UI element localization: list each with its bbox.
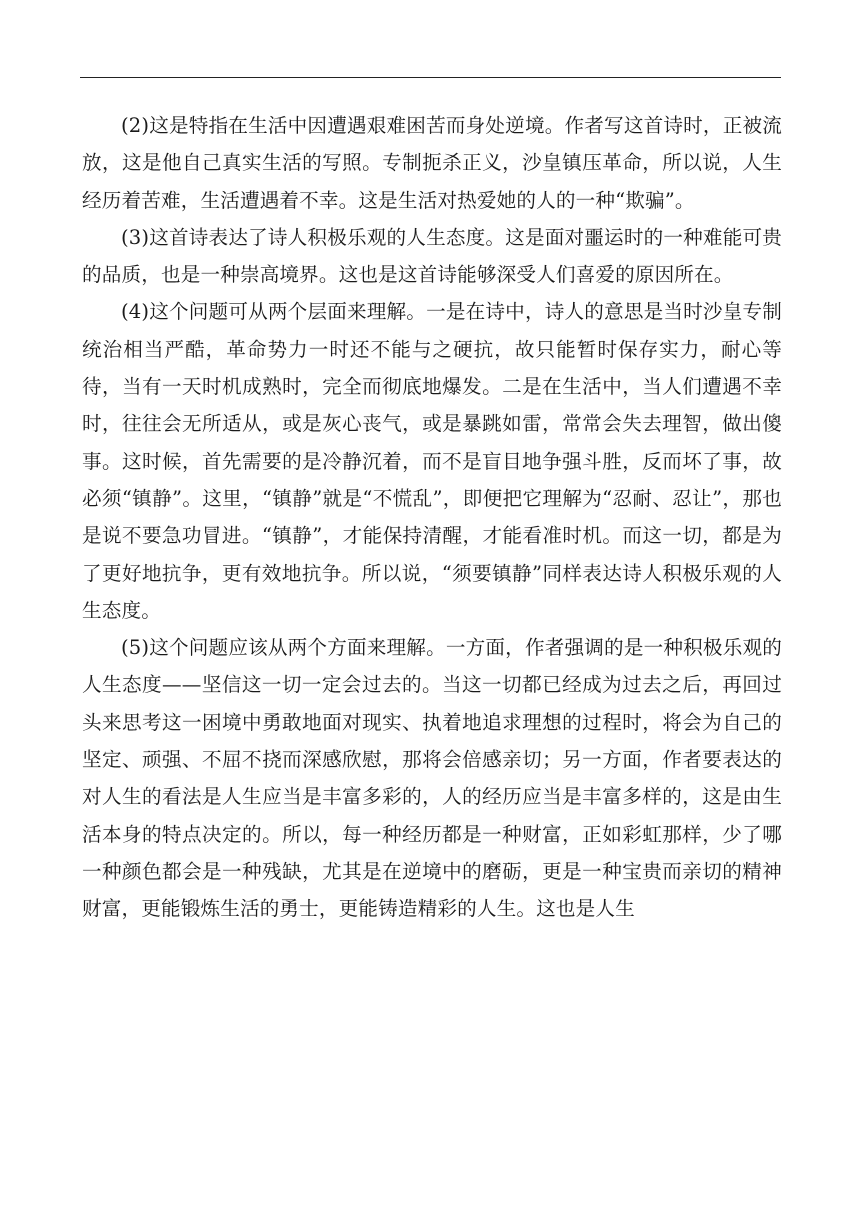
answer-paragraph-4: (4)这个问题可从两个层面来理解。一是在诗中，诗人的意思是当时沙皇专制统治相当严酷，革命势力一时还不能与之硬抗，故只能暂时保存实力，耐心等待，当有一天时机成熟时，完全而彻底地爆发。二是在生活中，当人们遭遇不幸时，往往会无所适从，或是灰心丧气，或是暴跳如雷，常常会失去理智，做出傻事。这时候，首先需要的是冷静沉着，而不是盲目地争强斗胜，反而坏了事，故必须“镇静”。这里，“镇静”就是“不慌乱”，即便把它理解为“忍耐、忍让”，那也是说不要急功冒进。“镇静”，才能保持清醒，才能看准时机。而这一切，都是为了更好地抗争，更有效地抗争。所以说，“须要镇静”同样表达诗人积极乐观的人生态度。 (82, 300, 782, 622)
answer-paragraph-2: (2)这是特指在生活中因遭遇艰难困苦而身处逆境。作者写这首诗时，正被流放，这是他自己真实生活的写照。专制扼杀正义，沙皇镇压革命，所以说，人生经历着苦难，生活遭遇着不幸。这是生活对热爱她的人的一种“欺骗”。 (82, 114, 782, 212)
answer-paragraph-5: (5)这个问题应该从两个方面来理解。一方面，作者强调的是一种积极乐观的人生态度——坚信这一切一定会过去的。当这一切都已经成为过去之后，再回过头来思考这一困境中勇敢地面对现实、执着地追求理想的过程时，将会为自己的坚定、顽强、不屈不挠而深感欣慰，那将会倍感亲切；另一方面，作者要表达的对人生的看法是人生应当是丰富多彩的，人的经历应当是丰富多样的，这是由生活本身的特点决定的。所以，每一种经历都是一种财富，正如彩虹那样，少了哪一种颜色都会是一种残缺，尤其是在逆境中的磨砺，更是一种宝贵而亲切的精神财富，更能锻炼生活的勇士，更能铸造精彩的人生。这也是人生 (82, 636, 782, 921)
answer-paragraph-3: (3)这首诗表达了诗人积极乐观的人生态度。这是面对噩运时的一种难能可贵的品质，也是一种崇高境界。这也是这首诗能够深受人们喜爱的原因所在。 (82, 225, 782, 287)
header-rule (80, 77, 781, 78)
document-body (82, 107, 782, 928)
